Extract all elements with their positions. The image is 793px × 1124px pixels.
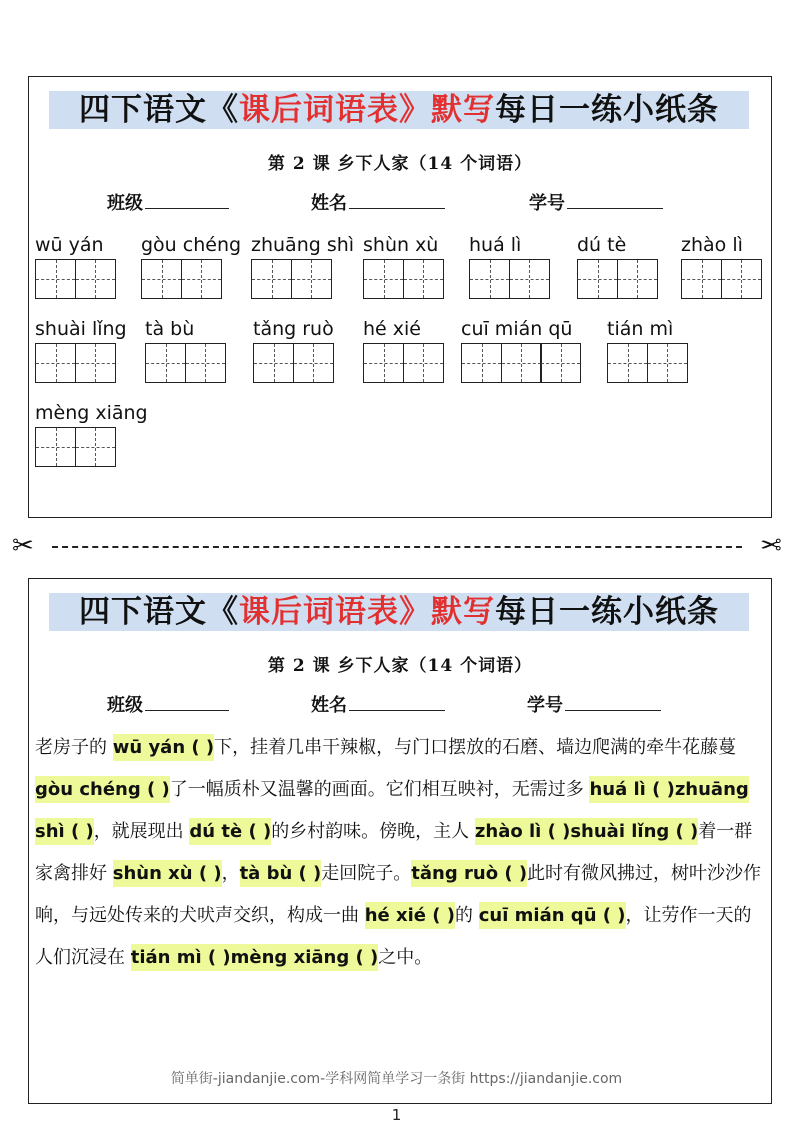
- banner-part3: 每日一练小纸条: [495, 92, 719, 128]
- writing-box[interactable]: [647, 343, 688, 383]
- word-pinyin: shuài lǐng: [35, 318, 127, 340]
- word-item: [469, 233, 548, 299]
- writing-grid: [681, 259, 760, 299]
- writing-box[interactable]: [141, 259, 182, 299]
- writing-box[interactable]: [291, 259, 332, 299]
- banner-title-2: [49, 593, 749, 631]
- name-field: [311, 189, 445, 215]
- word-pinyin: dú tè: [577, 234, 627, 256]
- banner2-part1: 四下语文《: [79, 594, 239, 630]
- cut-line: [12, 532, 782, 562]
- passage-segment: 走回院子。: [321, 863, 412, 884]
- word-pinyin: cuī mián qū: [461, 318, 573, 340]
- passage-segment: ，就展现出: [93, 821, 190, 842]
- pinyin-blank[interactable]: tà bù ( ): [240, 860, 322, 887]
- writing-box[interactable]: [293, 343, 334, 383]
- writing-grid: [145, 343, 224, 383]
- writing-box[interactable]: [403, 259, 444, 299]
- word-pinyin: wū yán: [35, 234, 104, 256]
- name-label: 姓名: [311, 193, 347, 214]
- lesson-title-2: 第 2 课 乡下人家（14 个词语）: [267, 656, 533, 676]
- name-label-2: 姓名: [311, 695, 347, 716]
- class-label: 班级: [107, 193, 143, 214]
- word-item: [141, 233, 241, 299]
- class-field-2: [107, 691, 229, 717]
- page-number: 1: [391, 1106, 402, 1124]
- word-pinyin: zhào lì: [681, 234, 743, 256]
- writing-grid: [607, 343, 686, 383]
- word-item: [681, 233, 760, 299]
- word-pinyin: tǎng ruò: [253, 318, 334, 340]
- pinyin-blank[interactable]: shuài lǐng ( ): [570, 818, 698, 845]
- dashed-divider: [52, 546, 742, 548]
- writing-box[interactable]: [35, 259, 76, 299]
- pinyin-blank[interactable]: zhuāng shì ( ): [35, 776, 749, 845]
- class-field: [107, 189, 229, 215]
- pinyin-blank[interactable]: mèng xiāng ( ): [231, 944, 379, 971]
- writing-box[interactable]: [35, 427, 76, 467]
- writing-grid: [35, 343, 127, 383]
- passage-segment: 此时有微风拂过，树叶沙沙作响，与远处传来的犬吠声交织，构成一曲: [35, 863, 762, 926]
- pinyin-blank[interactable]: shùn xù ( ): [113, 860, 222, 887]
- word-item: [35, 401, 148, 467]
- passage-text: [35, 727, 763, 979]
- writing-box[interactable]: [145, 343, 186, 383]
- pinyin-blank[interactable]: huá lì ( ): [589, 776, 674, 803]
- number-field-2: [527, 691, 661, 717]
- passage-segment: 着一群家禽排好: [35, 821, 753, 884]
- writing-box[interactable]: [253, 343, 294, 383]
- writing-box[interactable]: [363, 343, 404, 383]
- writing-grid: [253, 343, 334, 383]
- writing-box[interactable]: [75, 259, 116, 299]
- pinyin-blank[interactable]: hé xié ( ): [365, 902, 455, 929]
- worksheet-card-grid: [28, 76, 772, 518]
- word-pinyin: huá lì: [469, 234, 522, 256]
- writing-grid: [141, 259, 241, 299]
- class-blank[interactable]: [145, 190, 229, 209]
- number-blank-2[interactable]: [565, 692, 661, 711]
- word-pinyin: mèng xiāng: [35, 402, 148, 424]
- writing-grid: [35, 427, 148, 467]
- footer-watermark: 简单街-jiandanjie.com-学科网简单学习一条街 https://jiandanjie.com: [170, 1071, 623, 1087]
- word-item: [35, 233, 114, 299]
- writing-box[interactable]: [403, 343, 444, 383]
- writing-box[interactable]: [185, 343, 226, 383]
- passage-segment: 下，挂着几串干辣椒，与门口摆放的石磨、墙边爬满的牵牛花藤蔓: [214, 737, 737, 758]
- pinyin-blank[interactable]: tián mì ( ): [131, 944, 231, 971]
- worksheet-card-passage: [28, 578, 772, 1104]
- writing-box[interactable]: [469, 259, 510, 299]
- word-item: [363, 317, 442, 383]
- writing-grid: [251, 259, 354, 299]
- writing-box[interactable]: [251, 259, 292, 299]
- word-item: [607, 317, 686, 383]
- scissors-right-icon: ✂: [760, 531, 782, 561]
- word-item: [253, 317, 334, 383]
- passage-segment: 老房子的: [35, 737, 113, 758]
- banner-title: [49, 91, 749, 129]
- pinyin-blank[interactable]: wū yán ( ): [113, 734, 214, 761]
- writing-box[interactable]: [681, 259, 722, 299]
- name-blank[interactable]: [349, 190, 445, 209]
- pinyin-blank[interactable]: dú tè ( ): [189, 818, 271, 845]
- word-item: [461, 317, 580, 383]
- writing-grid: [461, 343, 580, 383]
- passage-segment: 的: [455, 905, 479, 926]
- passage-segment: 之中。: [378, 947, 433, 968]
- pinyin-blank[interactable]: tǎng ruò ( ): [411, 860, 527, 887]
- writing-box[interactable]: [35, 343, 76, 383]
- banner2-part3: 每日一练小纸条: [495, 594, 719, 630]
- pinyin-blank[interactable]: cuī mián qū ( ): [479, 902, 626, 929]
- writing-grid: [363, 259, 442, 299]
- writing-box[interactable]: [721, 259, 762, 299]
- word-item: [35, 317, 127, 383]
- writing-grid: [363, 343, 442, 383]
- word-item: [577, 233, 656, 299]
- class-label-2: 班级: [107, 695, 143, 716]
- number-blank[interactable]: [567, 190, 663, 209]
- word-pinyin: zhuāng shì: [251, 234, 355, 256]
- word-item: [251, 233, 354, 299]
- word-pinyin: hé xié: [363, 318, 421, 340]
- pinyin-blank[interactable]: gòu chéng ( ): [35, 776, 170, 803]
- word-pinyin: tà bù: [145, 318, 195, 340]
- passage-segment: ，: [221, 863, 240, 884]
- passage-segment: ，让劳作一天的人们沉浸在: [35, 905, 752, 968]
- writing-grid: [577, 259, 656, 299]
- writing-grid: [469, 259, 548, 299]
- passage-segment: 的乡村韵味。傍晚，主人: [271, 821, 475, 842]
- name-field-2: [311, 691, 445, 717]
- word-item: [145, 317, 224, 383]
- writing-box[interactable]: [181, 259, 222, 299]
- word-item: [363, 233, 442, 299]
- writing-box[interactable]: [461, 343, 502, 383]
- class-blank-2[interactable]: [145, 692, 229, 711]
- number-label: 学号: [529, 193, 565, 214]
- word-pinyin: shùn xù: [363, 234, 439, 256]
- writing-box[interactable]: [75, 343, 116, 383]
- scissors-left-icon: ✂: [12, 531, 34, 561]
- writing-box[interactable]: [617, 259, 658, 299]
- lesson-title: 第 2 课 乡下人家（14 个词语）: [267, 154, 533, 174]
- banner-part2: 课后词语表》默写: [239, 92, 495, 128]
- word-pinyin: tián mì: [607, 318, 674, 340]
- writing-box[interactable]: [501, 343, 542, 383]
- number-label-2: 学号: [527, 695, 563, 716]
- passage-segment: 了一幅质朴又温馨的画面。它们相互映衬，无需过多: [169, 779, 590, 800]
- pinyin-blank[interactable]: zhào lì ( ): [475, 818, 570, 845]
- name-blank-2[interactable]: [349, 692, 445, 711]
- writing-box[interactable]: [577, 259, 618, 299]
- number-field: [529, 189, 663, 215]
- writing-box[interactable]: [363, 259, 404, 299]
- writing-box[interactable]: [509, 259, 550, 299]
- banner2-part2: 课后词语表》默写: [239, 594, 495, 630]
- word-pinyin: gòu chéng: [141, 234, 242, 256]
- banner-part1: 四下语文《: [79, 92, 239, 128]
- writing-box[interactable]: [75, 427, 116, 467]
- writing-box[interactable]: [607, 343, 648, 383]
- writing-grid: [35, 259, 114, 299]
- writing-box[interactable]: [540, 343, 581, 383]
